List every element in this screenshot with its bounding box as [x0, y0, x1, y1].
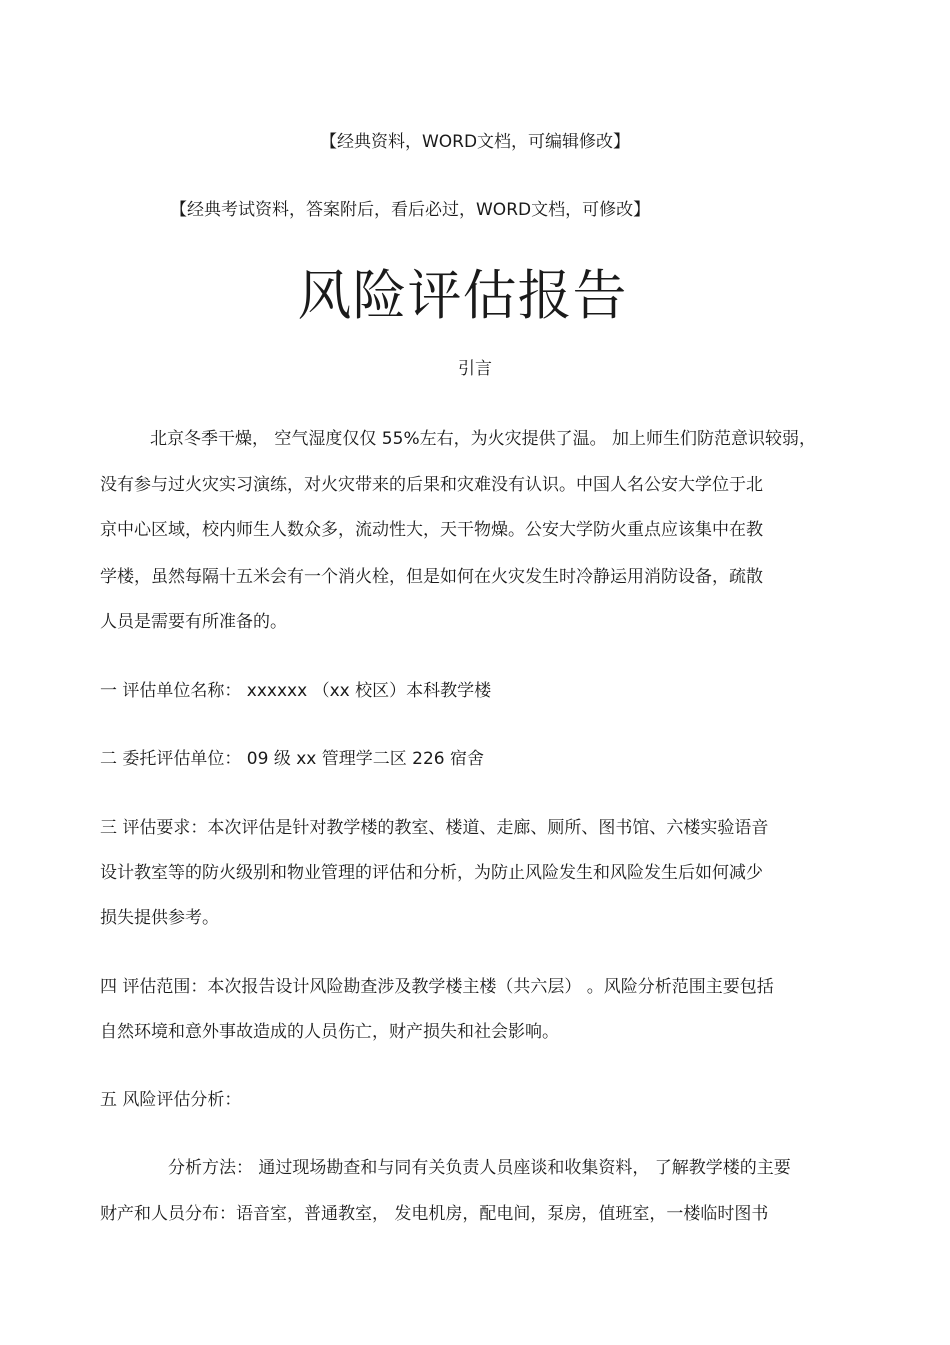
- section-heading-intro: 引言: [458, 359, 492, 379]
- section-2-commissioning-unit: 二 委托评估单位： 09 级 xx 管理学二区 226 宿舍: [100, 749, 485, 769]
- intro-line-1: 北京冬季干燥， 空气湿度仅仅 55%左右，为火灾提供了温。 加上师生们防范意识较弱，: [150, 429, 816, 449]
- section-5-heading: 五 风险评估分析：: [100, 1090, 242, 1110]
- banner-line-1: 【经典资料，WORD文档，可编辑修改】: [319, 132, 631, 152]
- intro-line-5: 人员是需要有所准备的。: [100, 612, 287, 632]
- section-3-line-1: 三 评估要求：本次评估是针对教学楼的教室、楼道、走廊、厕所、图书馆、六楼实验语音: [100, 818, 769, 838]
- banner-line-2: 【经典考试资料，答案附后，看后必过，WORD文档，可修改】: [170, 200, 651, 220]
- intro-line-4: 学楼，虽然每隔十五米会有一个消火栓，但是如何在火灾发生时冷静运用消防设备，疏散: [100, 567, 763, 587]
- section-3-line-3: 损失提供参考。: [100, 908, 219, 928]
- section-1-assessed-unit: 一 评估单位名称： xxxxxx （xx 校区）本科教学楼: [100, 681, 492, 701]
- analysis-line-2: 财产和人员分布：语音室，普通教室， 发电机房，配电间，泵房，值班室，一楼临时图书: [100, 1204, 769, 1224]
- section-3-line-2: 设计教室等的防火级别和物业管理的评估和分析，为防止风险发生和风险发生后如何减少: [100, 863, 763, 883]
- section-4-line-2: 自然环境和意外事故造成的人员伤亡，财产损失和社会影响。: [100, 1022, 559, 1042]
- section-4-line-1: 四 评估范围：本次报告设计风险勘查涉及教学楼主楼（共六层） 。风险分析范围主要包括: [100, 977, 774, 997]
- intro-line-2: 没有参与过火灾实习演练，对火灾带来的后果和灾难没有认识。中国人名公安大学位于北: [100, 475, 763, 495]
- intro-line-3: 京中心区域，校内师生人数众多，流动性大，天干物燥。公安大学防火重点应该集中在教: [100, 520, 763, 540]
- analysis-line-1: 分析方法： 通过现场勘查和与同有关负责人员座谈和收集资料， 了解教学楼的主要: [168, 1158, 791, 1178]
- document-title: 风险评估报告: [297, 264, 628, 327]
